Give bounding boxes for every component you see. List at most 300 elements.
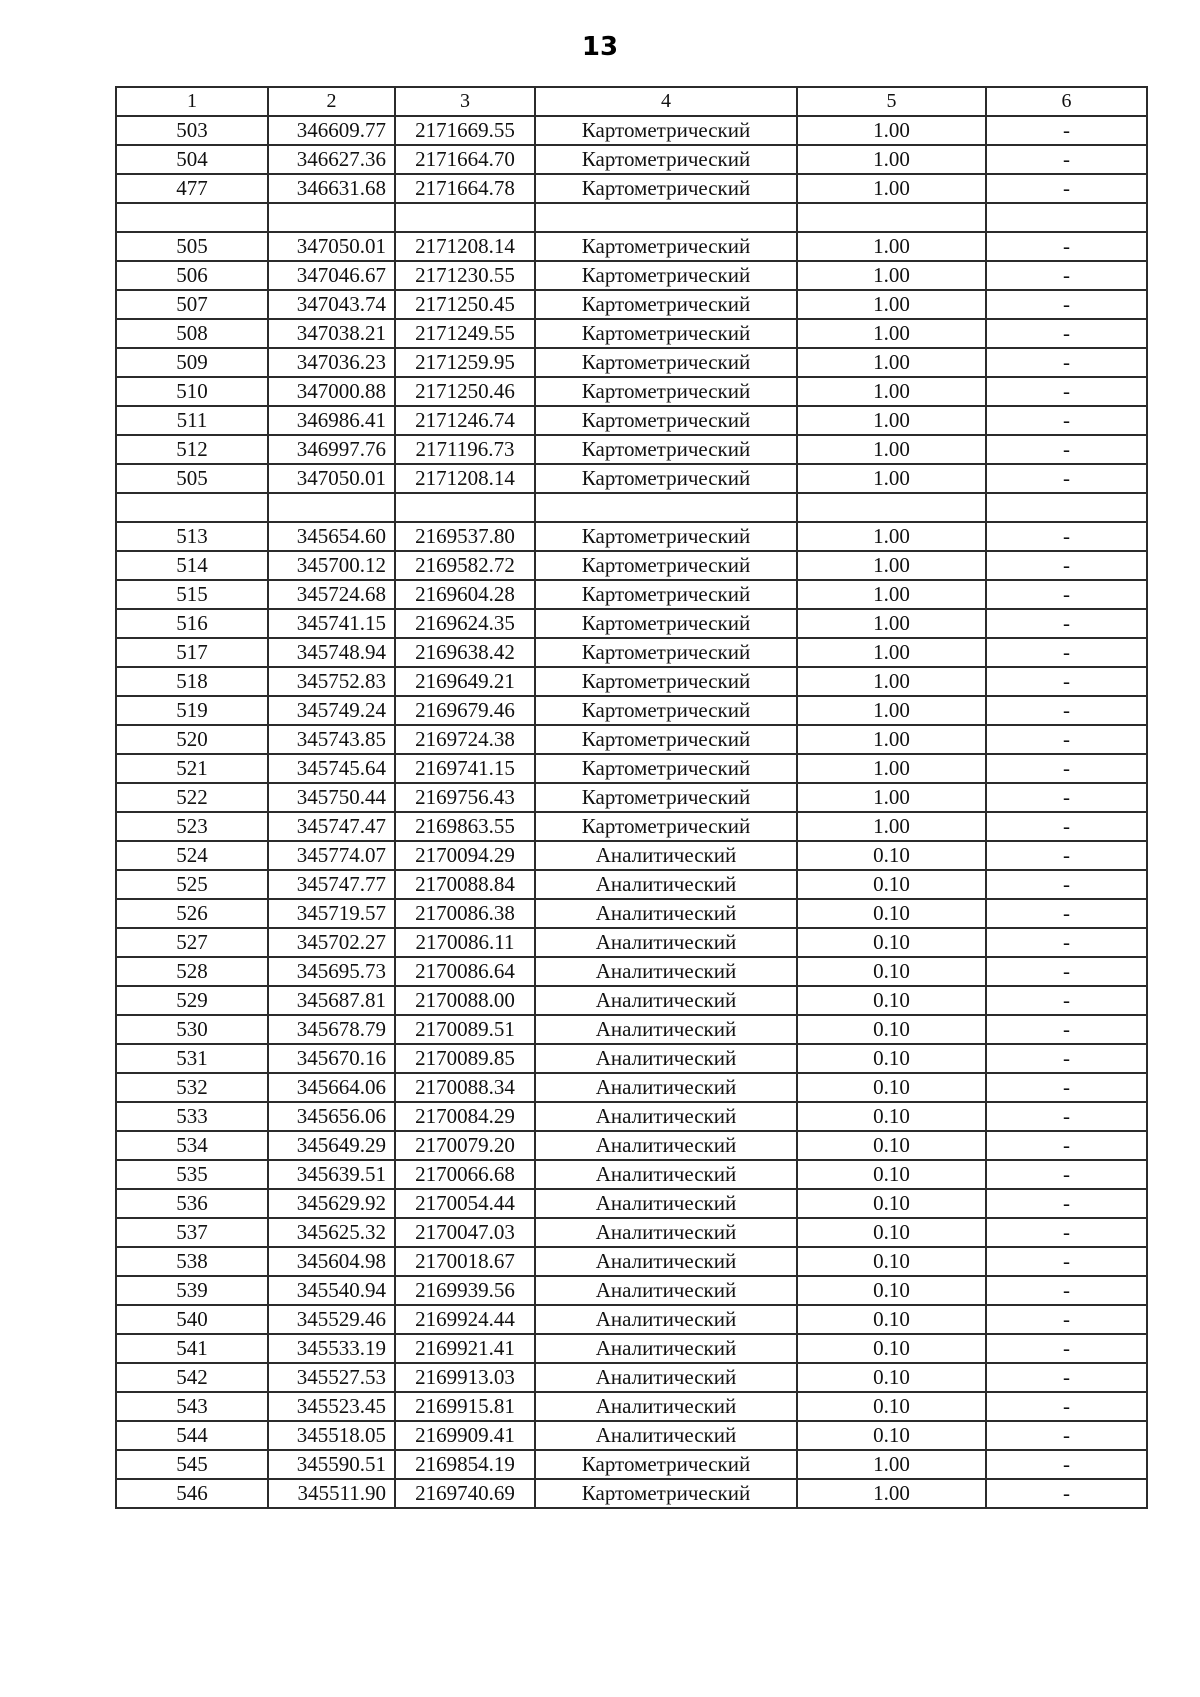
table-row bbox=[116, 1421, 1147, 1450]
table-row bbox=[116, 783, 1147, 812]
point-number-cell: 516 bbox=[116, 609, 268, 638]
note-cell: - bbox=[986, 435, 1147, 464]
note-cell: - bbox=[986, 1334, 1147, 1363]
coord-y-cell: 2169740.69 bbox=[395, 1479, 535, 1508]
accuracy-cell: 0.10 bbox=[797, 870, 986, 899]
coord-x-cell: 345695.73 bbox=[268, 957, 395, 986]
coord-x-cell: 345527.53 bbox=[268, 1363, 395, 1392]
table-row bbox=[116, 435, 1147, 464]
method-cell: Картометрический bbox=[535, 812, 797, 841]
accuracy-cell: 0.10 bbox=[797, 957, 986, 986]
accuracy-cell: 0.10 bbox=[797, 1305, 986, 1334]
coord-y-cell: 2169624.35 bbox=[395, 609, 535, 638]
table-separator-row bbox=[116, 493, 1147, 522]
point-number-cell: 517 bbox=[116, 638, 268, 667]
note-cell: - bbox=[986, 1305, 1147, 1334]
note-cell: - bbox=[986, 174, 1147, 203]
method-cell: Картометрический bbox=[535, 290, 797, 319]
note-cell: - bbox=[986, 261, 1147, 290]
coord-x-cell: 345629.92 bbox=[268, 1189, 395, 1218]
method-cell: Картометрический bbox=[535, 406, 797, 435]
coord-y-cell bbox=[395, 203, 535, 232]
coord-x-cell: 345750.44 bbox=[268, 783, 395, 812]
method-cell: Аналитический bbox=[535, 1073, 797, 1102]
method-cell: Картометрический bbox=[535, 754, 797, 783]
accuracy-cell: 1.00 bbox=[797, 522, 986, 551]
coord-x-cell: 347000.88 bbox=[268, 377, 395, 406]
method-cell: Аналитический bbox=[535, 1044, 797, 1073]
point-number-cell: 524 bbox=[116, 841, 268, 870]
coord-y-cell: 2169649.21 bbox=[395, 667, 535, 696]
method-cell: Аналитический bbox=[535, 1131, 797, 1160]
accuracy-cell: 1.00 bbox=[797, 464, 986, 493]
accuracy-cell: 0.10 bbox=[797, 1073, 986, 1102]
coord-x-cell: 345639.51 bbox=[268, 1160, 395, 1189]
coord-y-cell: 2170086.38 bbox=[395, 899, 535, 928]
point-number-cell: 514 bbox=[116, 551, 268, 580]
table-row bbox=[116, 696, 1147, 725]
coord-y-cell: 2171249.55 bbox=[395, 319, 535, 348]
coord-x-cell: 345687.81 bbox=[268, 986, 395, 1015]
accuracy-cell: 0.10 bbox=[797, 1131, 986, 1160]
coord-x-cell: 347036.23 bbox=[268, 348, 395, 377]
point-number-cell: 535 bbox=[116, 1160, 268, 1189]
table-row bbox=[116, 841, 1147, 870]
point-number-cell: 504 bbox=[116, 145, 268, 174]
accuracy-cell: 1.00 bbox=[797, 174, 986, 203]
method-cell: Аналитический bbox=[535, 957, 797, 986]
coord-y-cell: 2169638.42 bbox=[395, 638, 535, 667]
coord-y-cell: 2171259.95 bbox=[395, 348, 535, 377]
coord-y-cell: 2171669.55 bbox=[395, 116, 535, 145]
header-cell-4: 4 bbox=[535, 87, 797, 116]
header-cell-3: 3 bbox=[395, 87, 535, 116]
note-cell bbox=[986, 203, 1147, 232]
method-cell: Картометрический bbox=[535, 522, 797, 551]
table-row bbox=[116, 609, 1147, 638]
note-cell: - bbox=[986, 1189, 1147, 1218]
method-cell: Аналитический bbox=[535, 1392, 797, 1421]
method-cell: Аналитический bbox=[535, 899, 797, 928]
coord-y-cell: 2169921.41 bbox=[395, 1334, 535, 1363]
coord-y-cell: 2171250.45 bbox=[395, 290, 535, 319]
coord-y-cell: 2170089.85 bbox=[395, 1044, 535, 1073]
coord-y-cell: 2169924.44 bbox=[395, 1305, 535, 1334]
point-number-cell: 520 bbox=[116, 725, 268, 754]
table-row bbox=[116, 174, 1147, 203]
note-cell: - bbox=[986, 986, 1147, 1015]
note-cell: - bbox=[986, 812, 1147, 841]
point-number-cell: 509 bbox=[116, 348, 268, 377]
method-cell: Аналитический bbox=[535, 1421, 797, 1450]
note-cell: - bbox=[986, 232, 1147, 261]
coord-y-cell: 2170047.03 bbox=[395, 1218, 535, 1247]
note-cell: - bbox=[986, 551, 1147, 580]
method-cell: Картометрический bbox=[535, 580, 797, 609]
table-row bbox=[116, 1218, 1147, 1247]
note-cell: - bbox=[986, 1131, 1147, 1160]
point-number-cell: 545 bbox=[116, 1450, 268, 1479]
point-number-cell: 537 bbox=[116, 1218, 268, 1247]
point-number-cell: 536 bbox=[116, 1189, 268, 1218]
accuracy-cell: 1.00 bbox=[797, 609, 986, 638]
table-row bbox=[116, 899, 1147, 928]
note-cell: - bbox=[986, 1392, 1147, 1421]
accuracy-cell: 0.10 bbox=[797, 1363, 986, 1392]
point-number-cell: 512 bbox=[116, 435, 268, 464]
note-cell: - bbox=[986, 145, 1147, 174]
coord-y-cell: 2170088.34 bbox=[395, 1073, 535, 1102]
method-cell: Аналитический bbox=[535, 1247, 797, 1276]
method-cell: Картометрический bbox=[535, 261, 797, 290]
point-number-cell: 505 bbox=[116, 464, 268, 493]
point-number-cell: 525 bbox=[116, 870, 268, 899]
method-cell: Аналитический bbox=[535, 1015, 797, 1044]
coord-x-cell: 345745.64 bbox=[268, 754, 395, 783]
method-cell: Картометрический bbox=[535, 1450, 797, 1479]
point-number-cell: 519 bbox=[116, 696, 268, 725]
accuracy-cell: 1.00 bbox=[797, 290, 986, 319]
coord-y-cell: 2170018.67 bbox=[395, 1247, 535, 1276]
method-cell: Аналитический bbox=[535, 870, 797, 899]
coord-x-cell: 345719.57 bbox=[268, 899, 395, 928]
method-cell: Картометрический bbox=[535, 638, 797, 667]
coord-y-cell: 2169756.43 bbox=[395, 783, 535, 812]
page-number: 13 bbox=[581, 32, 619, 62]
coord-y-cell: 2169741.15 bbox=[395, 754, 535, 783]
point-number-cell: 507 bbox=[116, 290, 268, 319]
table-row bbox=[116, 232, 1147, 261]
table-row bbox=[116, 1305, 1147, 1334]
header-cell-6: 6 bbox=[986, 87, 1147, 116]
accuracy-cell: 0.10 bbox=[797, 1160, 986, 1189]
method-cell: Картометрический bbox=[535, 435, 797, 464]
accuracy-cell: 1.00 bbox=[797, 783, 986, 812]
method-cell bbox=[535, 493, 797, 522]
point-number-cell: 521 bbox=[116, 754, 268, 783]
point-number-cell: 522 bbox=[116, 783, 268, 812]
coord-x-cell: 345702.27 bbox=[268, 928, 395, 957]
coord-y-cell: 2171664.78 bbox=[395, 174, 535, 203]
accuracy-cell: 1.00 bbox=[797, 1450, 986, 1479]
point-number-cell: 528 bbox=[116, 957, 268, 986]
note-cell: - bbox=[986, 1363, 1147, 1392]
coord-x-cell bbox=[268, 203, 395, 232]
table-row bbox=[116, 928, 1147, 957]
coord-y-cell: 2170088.84 bbox=[395, 870, 535, 899]
method-cell: Аналитический bbox=[535, 1276, 797, 1305]
accuracy-cell: 1.00 bbox=[797, 116, 986, 145]
note-cell: - bbox=[986, 377, 1147, 406]
note-cell: - bbox=[986, 1276, 1147, 1305]
accuracy-cell: 1.00 bbox=[797, 725, 986, 754]
note-cell: - bbox=[986, 1102, 1147, 1131]
note-cell: - bbox=[986, 1073, 1147, 1102]
note-cell: - bbox=[986, 1160, 1147, 1189]
coord-y-cell: 2170054.44 bbox=[395, 1189, 535, 1218]
accuracy-cell: 0.10 bbox=[797, 1334, 986, 1363]
note-cell: - bbox=[986, 928, 1147, 957]
note-cell: - bbox=[986, 696, 1147, 725]
accuracy-cell: 0.10 bbox=[797, 1247, 986, 1276]
coord-x-cell: 345540.94 bbox=[268, 1276, 395, 1305]
header-cell-5: 5 bbox=[797, 87, 986, 116]
table-row bbox=[116, 1450, 1147, 1479]
note-cell: - bbox=[986, 1044, 1147, 1073]
method-cell: Картометрический bbox=[535, 116, 797, 145]
accuracy-cell: 1.00 bbox=[797, 319, 986, 348]
accuracy-cell: 1.00 bbox=[797, 1479, 986, 1508]
note-cell: - bbox=[986, 522, 1147, 551]
accuracy-cell: 1.00 bbox=[797, 261, 986, 290]
coord-y-cell: 2171664.70 bbox=[395, 145, 535, 174]
accuracy-cell: 1.00 bbox=[797, 667, 986, 696]
coord-x-cell: 345523.45 bbox=[268, 1392, 395, 1421]
point-number-cell: 523 bbox=[116, 812, 268, 841]
coord-y-cell: 2171196.73 bbox=[395, 435, 535, 464]
coord-x-cell: 345743.85 bbox=[268, 725, 395, 754]
note-cell: - bbox=[986, 348, 1147, 377]
coord-y-cell bbox=[395, 493, 535, 522]
method-cell: Картометрический bbox=[535, 319, 797, 348]
table-row bbox=[116, 870, 1147, 899]
coord-x-cell: 345774.07 bbox=[268, 841, 395, 870]
coord-y-cell: 2171246.74 bbox=[395, 406, 535, 435]
note-cell: - bbox=[986, 957, 1147, 986]
note-cell: - bbox=[986, 870, 1147, 899]
table-row bbox=[116, 1479, 1147, 1508]
point-number-cell: 526 bbox=[116, 899, 268, 928]
coordinates-table bbox=[115, 86, 1148, 1509]
method-cell: Картометрический bbox=[535, 232, 797, 261]
coord-y-cell: 2169679.46 bbox=[395, 696, 535, 725]
point-number-cell: 533 bbox=[116, 1102, 268, 1131]
point-number-cell: 510 bbox=[116, 377, 268, 406]
method-cell: Картометрический bbox=[535, 348, 797, 377]
coord-x-cell: 345590.51 bbox=[268, 1450, 395, 1479]
method-cell: Картометрический bbox=[535, 696, 797, 725]
accuracy-cell: 0.10 bbox=[797, 1189, 986, 1218]
coord-y-cell: 2169604.28 bbox=[395, 580, 535, 609]
coord-y-cell: 2170086.11 bbox=[395, 928, 535, 957]
coord-x-cell: 347038.21 bbox=[268, 319, 395, 348]
point-number-cell: 531 bbox=[116, 1044, 268, 1073]
accuracy-cell: 1.00 bbox=[797, 638, 986, 667]
table-row bbox=[116, 725, 1147, 754]
accuracy-cell: 0.10 bbox=[797, 1421, 986, 1450]
table-row bbox=[116, 1276, 1147, 1305]
table-row bbox=[116, 551, 1147, 580]
coord-y-cell: 2169913.03 bbox=[395, 1363, 535, 1392]
method-cell: Аналитический bbox=[535, 928, 797, 957]
accuracy-cell: 0.10 bbox=[797, 899, 986, 928]
coord-x-cell: 345700.12 bbox=[268, 551, 395, 580]
point-number-cell bbox=[116, 493, 268, 522]
point-number-cell: 511 bbox=[116, 406, 268, 435]
coord-x-cell: 345678.79 bbox=[268, 1015, 395, 1044]
note-cell: - bbox=[986, 783, 1147, 812]
note-cell: - bbox=[986, 1247, 1147, 1276]
table-row bbox=[116, 319, 1147, 348]
method-cell: Аналитический bbox=[535, 1218, 797, 1247]
table-row bbox=[116, 464, 1147, 493]
accuracy-cell: 0.10 bbox=[797, 1392, 986, 1421]
method-cell: Аналитический bbox=[535, 1363, 797, 1392]
coord-y-cell: 2171230.55 bbox=[395, 261, 535, 290]
point-number-cell: 529 bbox=[116, 986, 268, 1015]
table-separator-row bbox=[116, 203, 1147, 232]
coord-x-cell: 345649.29 bbox=[268, 1131, 395, 1160]
accuracy-cell: 0.10 bbox=[797, 1102, 986, 1131]
accuracy-cell: 1.00 bbox=[797, 696, 986, 725]
point-number-cell: 505 bbox=[116, 232, 268, 261]
note-cell: - bbox=[986, 899, 1147, 928]
coord-y-cell: 2170079.20 bbox=[395, 1131, 535, 1160]
point-number-cell: 542 bbox=[116, 1363, 268, 1392]
coord-y-cell: 2170066.68 bbox=[395, 1160, 535, 1189]
accuracy-cell: 0.10 bbox=[797, 1276, 986, 1305]
point-number-cell bbox=[116, 203, 268, 232]
coord-y-cell: 2169915.81 bbox=[395, 1392, 535, 1421]
coord-y-cell: 2171208.14 bbox=[395, 232, 535, 261]
table-row bbox=[116, 1247, 1147, 1276]
coord-x-cell: 345656.06 bbox=[268, 1102, 395, 1131]
method-cell: Картометрический bbox=[535, 667, 797, 696]
table-row bbox=[116, 986, 1147, 1015]
coord-y-cell: 2171250.46 bbox=[395, 377, 535, 406]
table-row bbox=[116, 1160, 1147, 1189]
coord-x-cell: 347043.74 bbox=[268, 290, 395, 319]
coord-x-cell: 345752.83 bbox=[268, 667, 395, 696]
point-number-cell: 477 bbox=[116, 174, 268, 203]
coord-x-cell: 346986.41 bbox=[268, 406, 395, 435]
method-cell: Аналитический bbox=[535, 841, 797, 870]
coord-x-cell: 347046.67 bbox=[268, 261, 395, 290]
coord-x-cell: 345670.16 bbox=[268, 1044, 395, 1073]
method-cell: Картометрический bbox=[535, 145, 797, 174]
method-cell: Картометрический bbox=[535, 174, 797, 203]
accuracy-cell: 1.00 bbox=[797, 232, 986, 261]
table-row bbox=[116, 1334, 1147, 1363]
note-cell: - bbox=[986, 609, 1147, 638]
accuracy-cell: 1.00 bbox=[797, 580, 986, 609]
table-row bbox=[116, 1015, 1147, 1044]
note-cell: - bbox=[986, 841, 1147, 870]
note-cell: - bbox=[986, 638, 1147, 667]
accuracy-cell: 1.00 bbox=[797, 812, 986, 841]
note-cell: - bbox=[986, 1450, 1147, 1479]
coord-x-cell: 345604.98 bbox=[268, 1247, 395, 1276]
table-row bbox=[116, 1131, 1147, 1160]
table-row bbox=[116, 1189, 1147, 1218]
coord-y-cell: 2169854.19 bbox=[395, 1450, 535, 1479]
accuracy-cell: 1.00 bbox=[797, 754, 986, 783]
point-number-cell: 513 bbox=[116, 522, 268, 551]
table-row bbox=[116, 957, 1147, 986]
table-row bbox=[116, 522, 1147, 551]
note-cell: - bbox=[986, 319, 1147, 348]
note-cell: - bbox=[986, 667, 1147, 696]
point-number-cell: 539 bbox=[116, 1276, 268, 1305]
coord-x-cell: 345741.15 bbox=[268, 609, 395, 638]
note-cell: - bbox=[986, 754, 1147, 783]
table-row bbox=[116, 290, 1147, 319]
method-cell: Картометрический bbox=[535, 609, 797, 638]
table-body bbox=[116, 87, 1147, 1508]
method-cell: Картометрический bbox=[535, 551, 797, 580]
method-cell: Картометрический bbox=[535, 1479, 797, 1508]
table-row bbox=[116, 580, 1147, 609]
table-row bbox=[116, 348, 1147, 377]
note-cell: - bbox=[986, 406, 1147, 435]
table-row bbox=[116, 116, 1147, 145]
table-row bbox=[116, 377, 1147, 406]
point-number-cell: 538 bbox=[116, 1247, 268, 1276]
coord-y-cell: 2169724.38 bbox=[395, 725, 535, 754]
point-number-cell: 506 bbox=[116, 261, 268, 290]
method-cell: Аналитический bbox=[535, 1160, 797, 1189]
coord-y-cell: 2170089.51 bbox=[395, 1015, 535, 1044]
coord-y-cell: 2170088.00 bbox=[395, 986, 535, 1015]
coord-y-cell: 2169939.56 bbox=[395, 1276, 535, 1305]
coord-x-cell: 346609.77 bbox=[268, 116, 395, 145]
coord-x-cell: 347050.01 bbox=[268, 464, 395, 493]
coord-x-cell: 345747.77 bbox=[268, 870, 395, 899]
accuracy-cell bbox=[797, 493, 986, 522]
note-cell: - bbox=[986, 116, 1147, 145]
header-cell-1: 1 bbox=[116, 87, 268, 116]
coord-x-cell: 345749.24 bbox=[268, 696, 395, 725]
method-cell: Аналитический bbox=[535, 1305, 797, 1334]
coord-y-cell: 2169909.41 bbox=[395, 1421, 535, 1450]
accuracy-cell: 1.00 bbox=[797, 377, 986, 406]
note-cell: - bbox=[986, 1479, 1147, 1508]
coord-x-cell: 345533.19 bbox=[268, 1334, 395, 1363]
accuracy-cell: 0.10 bbox=[797, 841, 986, 870]
table-row bbox=[116, 1073, 1147, 1102]
accuracy-cell: 1.00 bbox=[797, 551, 986, 580]
table-row bbox=[116, 145, 1147, 174]
coord-x-cell: 345529.46 bbox=[268, 1305, 395, 1334]
method-cell: Картометрический bbox=[535, 783, 797, 812]
coord-y-cell: 2170084.29 bbox=[395, 1102, 535, 1131]
accuracy-cell: 1.00 bbox=[797, 406, 986, 435]
accuracy-cell bbox=[797, 203, 986, 232]
point-number-cell: 527 bbox=[116, 928, 268, 957]
accuracy-cell: 0.10 bbox=[797, 1015, 986, 1044]
coord-x-cell: 345654.60 bbox=[268, 522, 395, 551]
coord-x-cell: 347050.01 bbox=[268, 232, 395, 261]
table-row bbox=[116, 1392, 1147, 1421]
table-header-row bbox=[116, 87, 1147, 116]
coord-x-cell: 345511.90 bbox=[268, 1479, 395, 1508]
table-row bbox=[116, 667, 1147, 696]
accuracy-cell: 0.10 bbox=[797, 986, 986, 1015]
coord-x-cell: 345748.94 bbox=[268, 638, 395, 667]
note-cell: - bbox=[986, 580, 1147, 609]
note-cell: - bbox=[986, 1218, 1147, 1247]
note-cell: - bbox=[986, 290, 1147, 319]
method-cell bbox=[535, 203, 797, 232]
method-cell: Аналитический bbox=[535, 986, 797, 1015]
coord-y-cell: 2169863.55 bbox=[395, 812, 535, 841]
point-number-cell: 508 bbox=[116, 319, 268, 348]
point-number-cell: 541 bbox=[116, 1334, 268, 1363]
table-row bbox=[116, 1102, 1147, 1131]
point-number-cell: 543 bbox=[116, 1392, 268, 1421]
accuracy-cell: 0.10 bbox=[797, 1218, 986, 1247]
coord-x-cell: 346997.76 bbox=[268, 435, 395, 464]
